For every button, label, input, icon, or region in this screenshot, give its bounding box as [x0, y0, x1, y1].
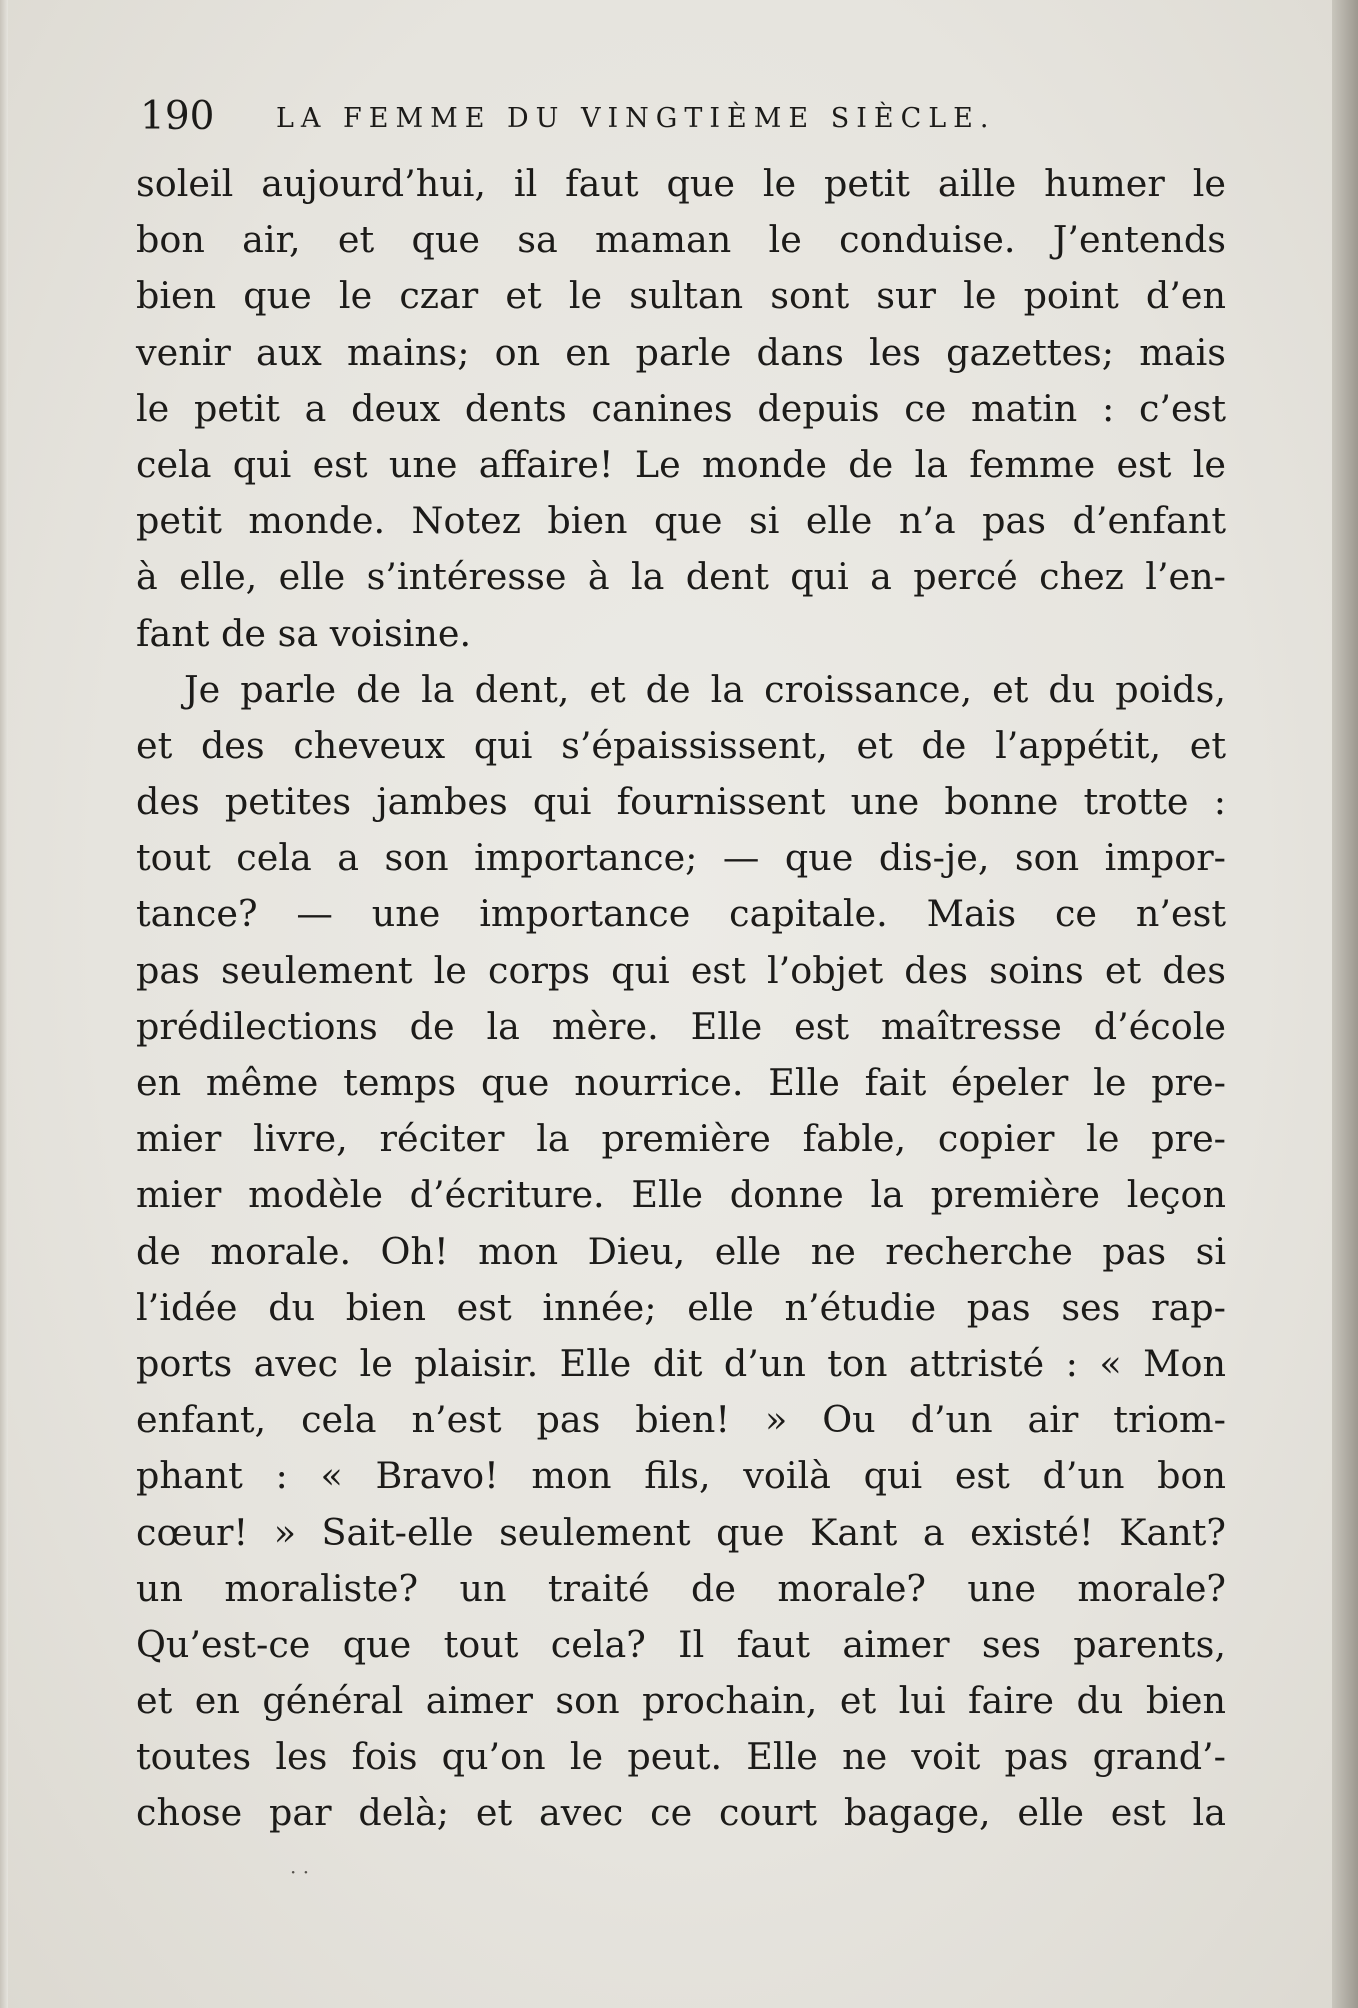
text-line: prédilections de la mère. Elle est maîtresse d’école	[136, 1004, 1226, 1048]
text-line: venir aux mains; on en parle dans les gazettes; mais	[136, 330, 1226, 374]
text-line: Qu’est-ce que tout cela? Il faut aimer ses parents,	[136, 1622, 1226, 1666]
text-line: en même temps que nourrice. Elle fait épeler le pre-	[136, 1061, 1226, 1104]
text-line: petit monde. Notez bien que si elle n’a pas d’enfant	[136, 499, 1226, 543]
text-line: cœur! » Sait-elle seulement que Kant a existé! Kant?	[136, 1510, 1226, 1554]
text-line: soleil aujourd’hui, il faut que le petit aille humer le	[136, 162, 1226, 205]
text-line: de morale. Oh! mon Dieu, elle ne recherche pas si	[136, 1229, 1226, 1273]
text-line: phant : « Bravo! mon fils, voilà qui est d’un bon	[136, 1454, 1226, 1498]
text-line: et en général aimer son prochain, et lui faire du bien	[136, 1679, 1226, 1723]
text-line: un moraliste? un traité de morale? une morale?	[136, 1566, 1226, 1610]
text-line: ports avec le plaisir. Elle dit d’un ton attristé : « Mon	[136, 1341, 1226, 1385]
paragraph-2	[136, 662, 1226, 1842]
text-line: Je parle de la dent, et de la croissance, et du poids,	[184, 667, 1226, 711]
text-line: des petites jambes qui fournissent une bonne trotte :	[136, 780, 1226, 824]
text-line: chose par delà; et avec ce court bagage, elle est la	[136, 1791, 1226, 1835]
print-specks: · ·	[290, 1860, 310, 1884]
text-line: mier livre, réciter la première fable, copier le pre-	[136, 1117, 1226, 1161]
body-text	[136, 156, 1226, 1842]
text-line: tance? — une importance capitale. Mais ce n’est	[136, 892, 1226, 936]
text-line: bien que le czar et le sultan sont sur le point d’en	[136, 274, 1226, 318]
text-line: fant de sa voisine.	[136, 611, 472, 655]
text-line: mier modèle d’écriture. Elle donne la première leçon	[136, 1173, 1226, 1217]
page-left-edge	[0, 0, 8, 2008]
paragraph-1	[136, 156, 1226, 662]
text-line: toutes les fois qu’on le peut. Elle ne voit pas grand’-	[136, 1735, 1226, 1779]
text-line: enfant, cela n’est pas bien! » Ou d’un air triom-	[136, 1398, 1226, 1442]
page-number: 190	[140, 94, 215, 139]
page-right-edge	[1332, 0, 1358, 2008]
text-line: tout cela a son importance; — que dis-je, son impor-	[136, 836, 1226, 880]
text-line: cela qui est une affaire! Le monde de la femme est le	[136, 442, 1226, 486]
text-line: pas seulement le corps qui est l’objet des soins et des	[136, 948, 1226, 992]
text-line: bon air, et que sa maman le conduise. J’entends	[136, 218, 1226, 262]
running-header	[140, 92, 1230, 142]
text-line: et des cheveux qui s’épaississent, et de l’appétit, et	[136, 723, 1226, 767]
running-title: LA FEMME DU VINGTIÈME SIÈCLE.	[276, 103, 996, 134]
text-line: le petit a deux dents canines depuis ce matin : c’est	[136, 386, 1226, 430]
text-line: à elle, elle s’intéresse à la dent qui a percé chez l’en-	[136, 555, 1226, 599]
text-line: l’idée du bien est innée; elle n’étudie pas ses rap-	[136, 1285, 1226, 1329]
